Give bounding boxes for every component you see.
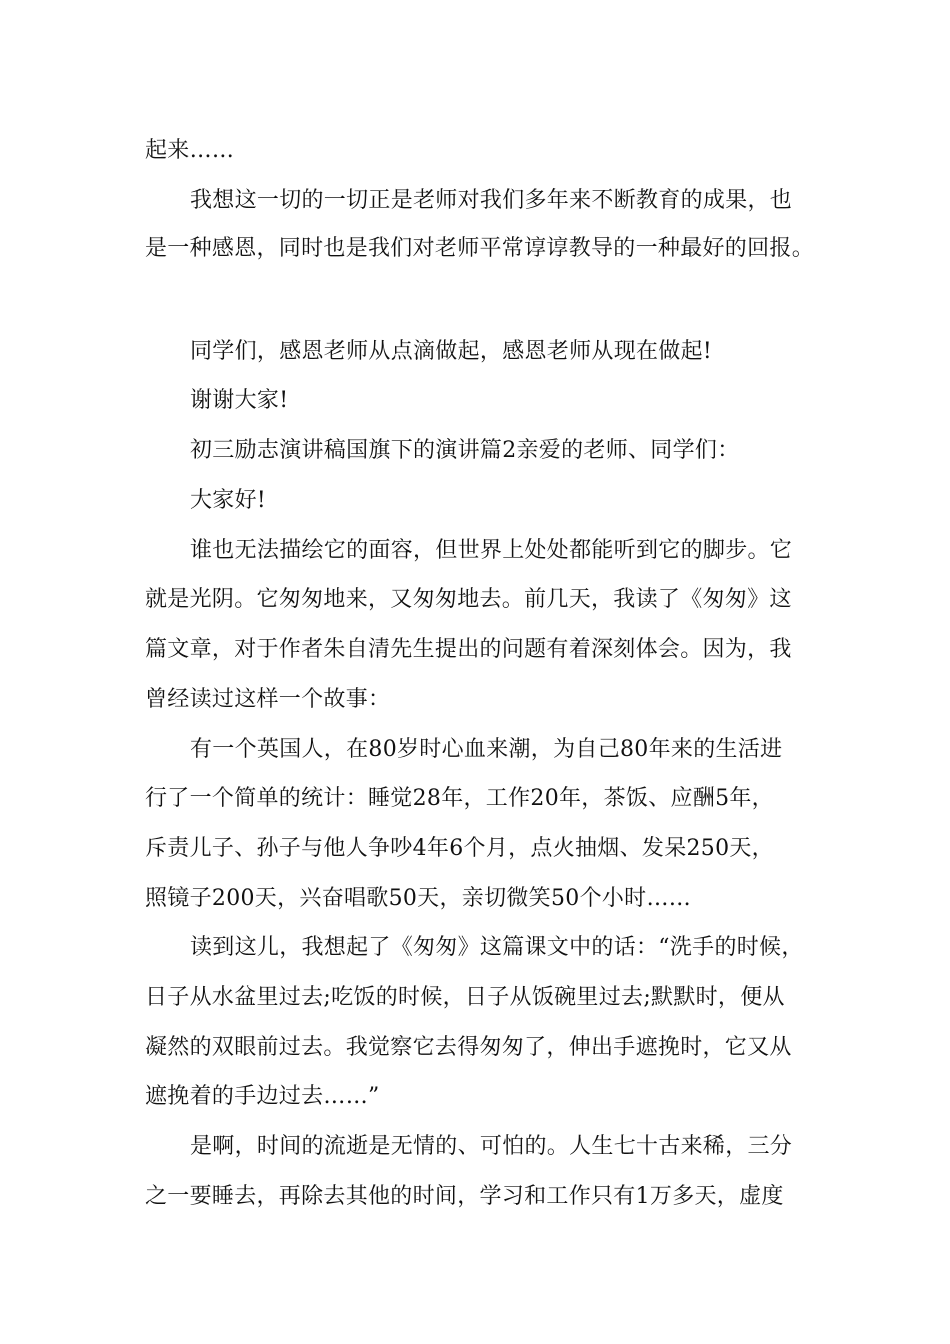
text-line: 就是光阴。它匆匆地来，又匆匆地去。前几天，我读了《匆匆》这 <box>145 587 792 612</box>
paragraph-start: 同学们，感恩老师从点滴做起，感恩老师从现在做起! <box>190 339 713 364</box>
text-line: 斥责儿子、孙子与他人争吵4年6个月，点火抽烟、发呆250天， <box>145 836 774 861</box>
paragraph-start: 谢谢大家! <box>190 388 289 413</box>
section-heading: 初三励志演讲稿国旗下的演讲篇2亲爱的老师、同学们： <box>190 438 740 463</box>
text-line: 遮挽着的手边过去……” <box>145 1084 380 1109</box>
text-line: 是一种感恩，同时也是我们对老师平常谆谆教导的一种最好的回报。 <box>145 236 815 261</box>
paragraph-start: 是啊，时间的流逝是无情的、可怕的。人生七十古来稀，三分 <box>190 1134 793 1159</box>
text-line: 之一要睡去，再除去其他的时间，学习和工作只有1万多天，虚度 <box>145 1184 784 1209</box>
text-line: 曾经读过这样一个故事： <box>145 687 391 712</box>
paragraph-start: 谁也无法描绘它的面容，但世界上处处都能听到它的脚步。它 <box>190 538 793 563</box>
paragraph-start: 有一个英国人，在80岁时心血来潮，为自己80年来的生活进 <box>190 737 783 762</box>
paragraph-start: 读到这儿，我想起了《匆匆》这篇课文中的话：“洗手的时候， <box>190 935 804 960</box>
text-line: 篇文章，对于作者朱自清先生提出的问题有着深刻体会。因为，我 <box>145 637 792 662</box>
paragraph-start: 我想这一切的一切正是老师对我们多年来不断教育的成果，也 <box>190 188 793 213</box>
text-line: 照镜子200天，兴奋唱歌50天，亲切微笑50个小时…… <box>145 886 692 911</box>
text-line: 日子从水盆里过去;吃饭的时候，日子从饭碗里过去;默默时，便从 <box>145 985 785 1010</box>
text-line: 凝然的双眼前过去。我觉察它去得匆匆了，伸出手遮挽时，它又从 <box>145 1035 792 1060</box>
text-line: 行了一个简单的统计：睡觉28年，工作20年，茶饭、应酬5年， <box>145 786 774 811</box>
greeting: 大家好! <box>190 488 267 513</box>
text-line: 起来…… <box>145 138 235 163</box>
